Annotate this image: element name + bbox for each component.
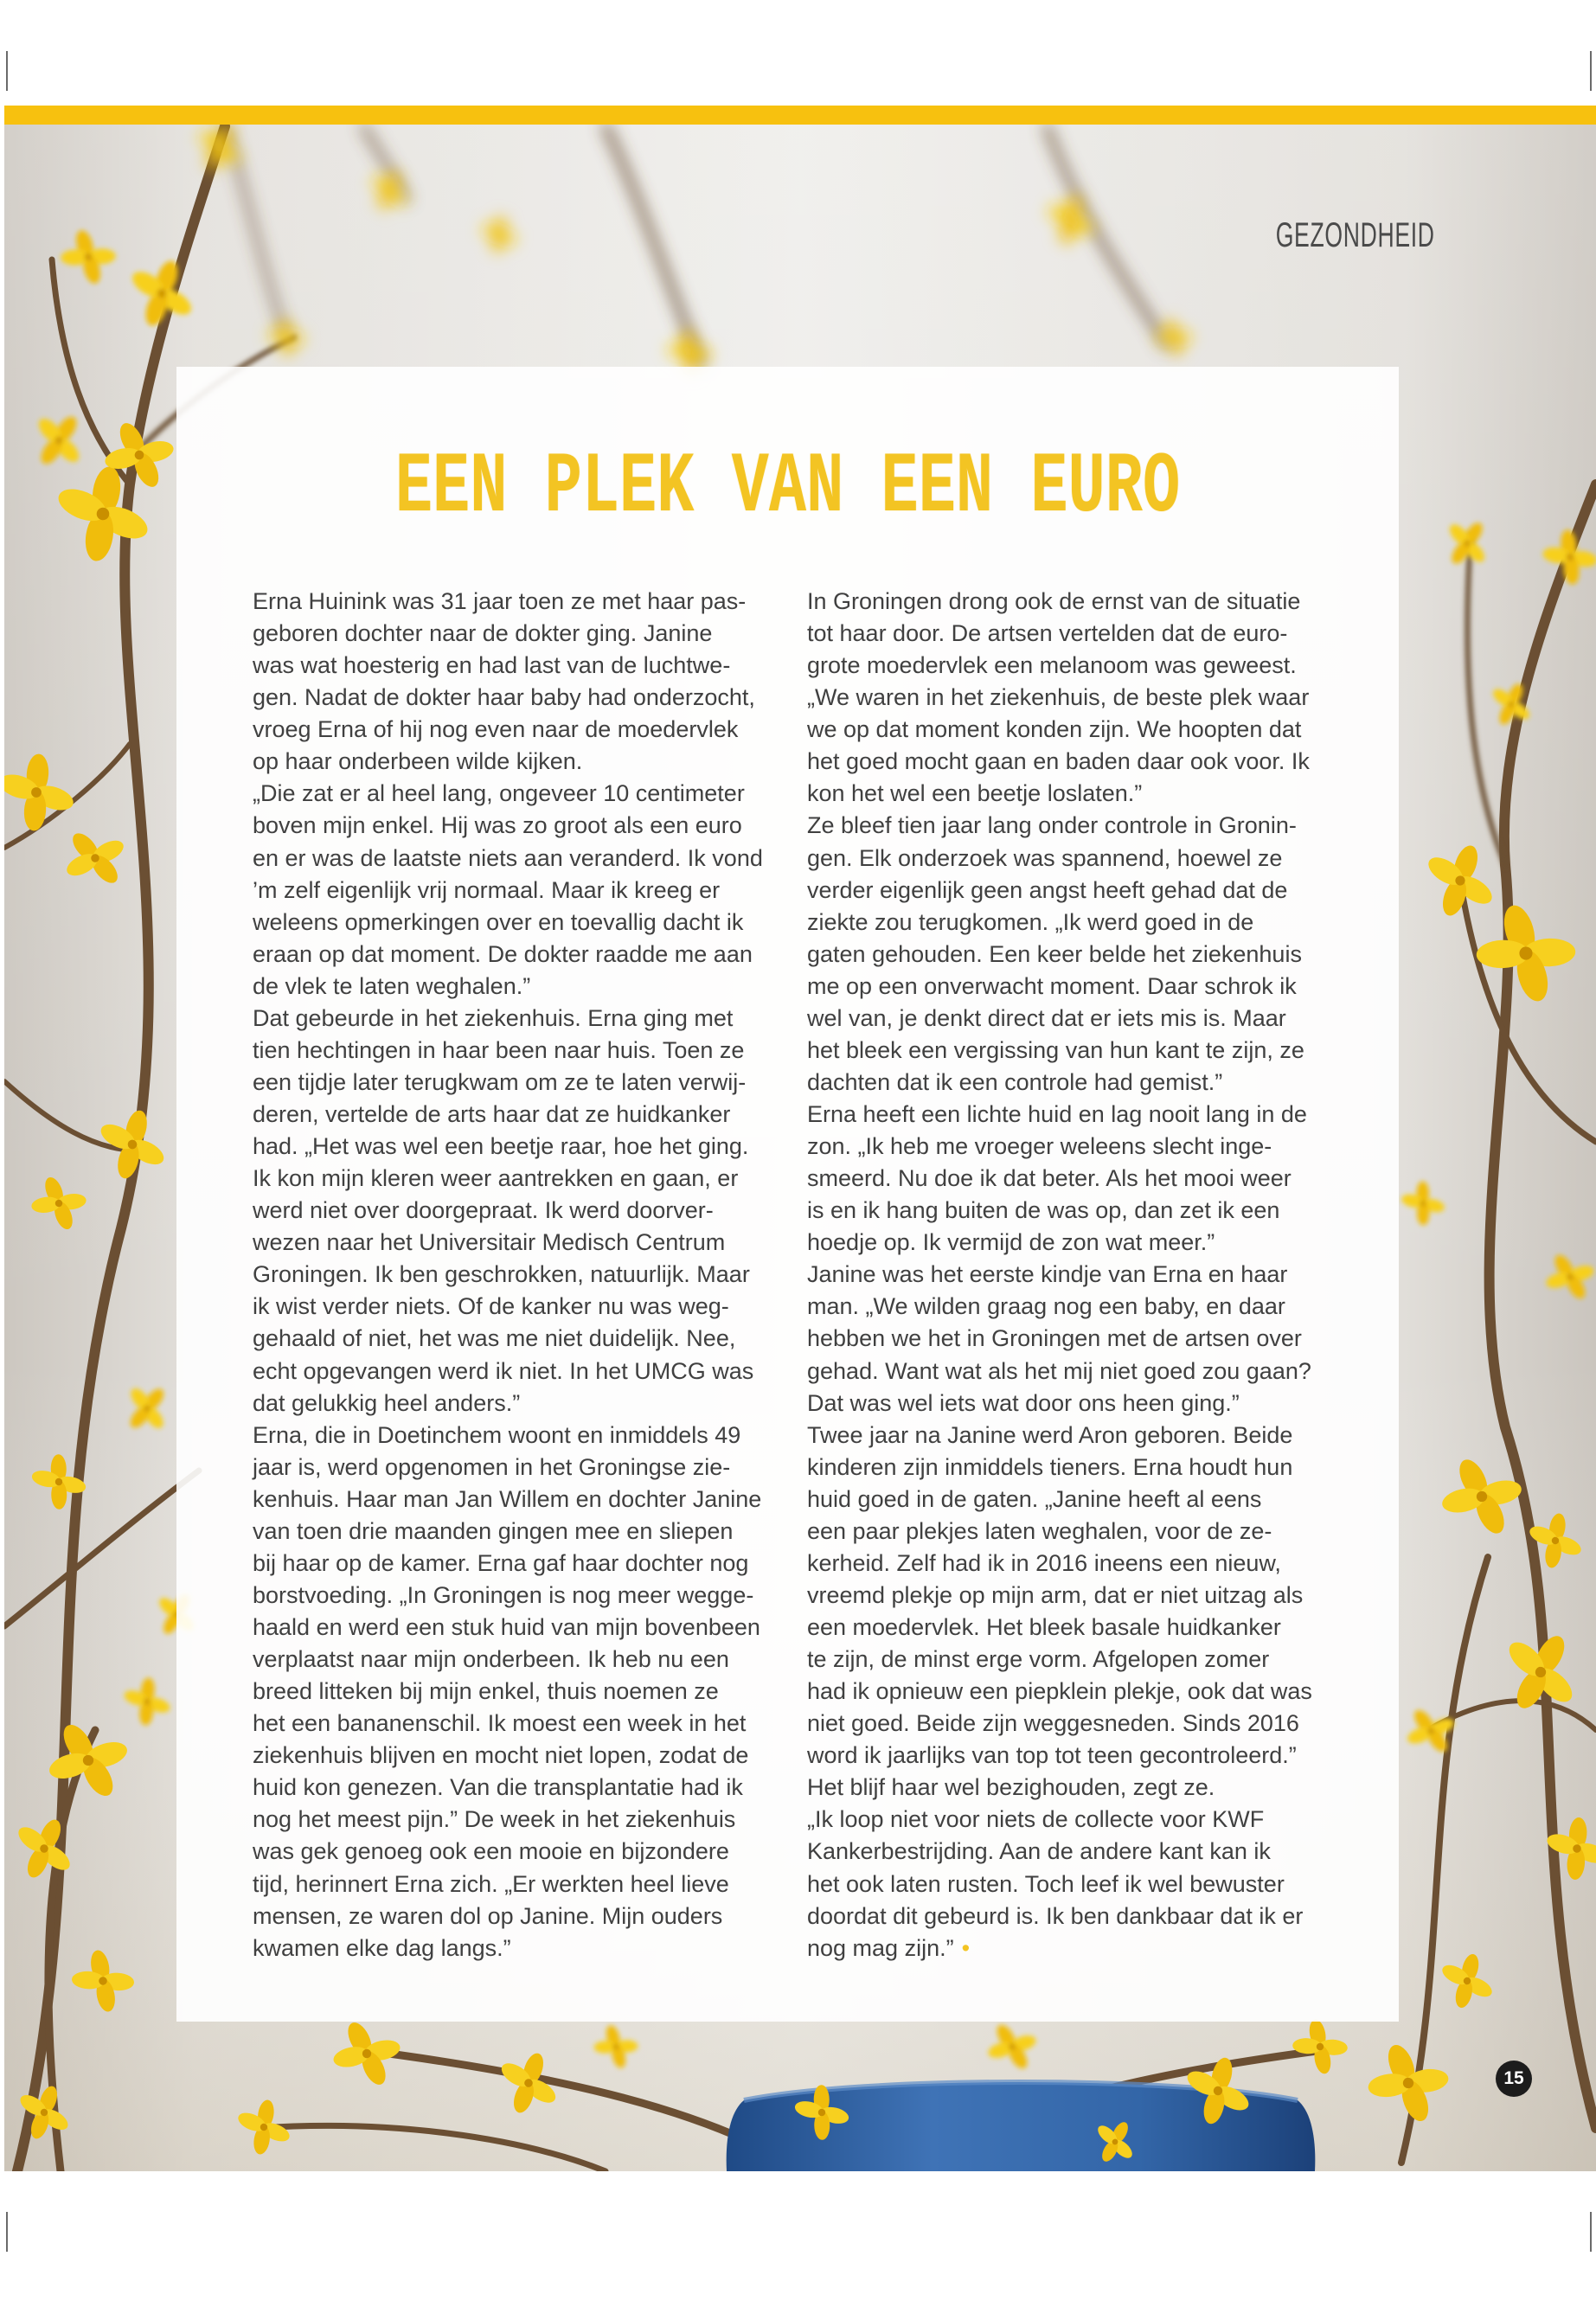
text-line: van toen drie maanden gingen mee en sliepen — [253, 1517, 734, 1544]
accent-bar — [4, 106, 1596, 125]
text-line: ziekenhuis blijven en mocht niet lopen, zodat de — [253, 1742, 749, 1769]
text-line: tien hechtingen in haar been naar huis. Toen ze — [253, 1036, 745, 1063]
text-line: te zijn, de minst erge vorm. Afgelopen zomer — [807, 1646, 1270, 1673]
text-line: mensen, ze waren dol op Janine. Mijn ouders — [253, 1902, 723, 1929]
text-line: het goed mocht gaan en baden daar ook voor. Ik — [807, 748, 1310, 775]
text-line: nog het meest pijn.” De week in het ziekenhuis — [253, 1806, 736, 1833]
text-line: Ze bleef tien jaar lang onder controle in Gronin- — [807, 812, 1297, 839]
text-line: verplaatst naar mijn onderbeen. Ik heb nu een — [253, 1646, 729, 1673]
text-line: gen. Nadat de dokter haar baby had onderzocht, — [253, 684, 755, 711]
text-line: geboren dochter naar de dokter ging. Janine — [253, 620, 713, 647]
section-label: GEZONDHEID — [1276, 216, 1435, 254]
crop-mark-top-left — [6, 51, 8, 91]
text-line: ik wist verder niets. Of de kanker nu was weg- — [253, 1293, 729, 1320]
article-column-left — [253, 586, 789, 1965]
page-number: 15 — [1496, 2061, 1532, 2097]
text-line: Erna heeft een lichte huid en lag nooit lang in de — [807, 1101, 1307, 1127]
text-line: Ik kon mijn kleren weer aantrekken en gaan, er — [253, 1165, 739, 1192]
text-line: Erna Huinink was 31 jaar toen ze met haar pas- — [253, 588, 747, 614]
text-line: eraan op dat moment. De dokter raadde me aan — [253, 940, 753, 967]
text-line: kenhuis. Haar man Jan Willem en dochter Janine — [253, 1485, 762, 1512]
text-line: is en ik hang buiten de was op, dan zet ik een — [807, 1197, 1280, 1224]
text-line: word ik jaarlijks van top tot teen gecontroleerd.” — [807, 1742, 1297, 1769]
text-line: man. „We wilden graag nog een baby, en daar — [807, 1293, 1285, 1320]
text-line: niet goed. Beide zijn weggesneden. Sinds 2016 — [807, 1710, 1299, 1737]
text-line: bij haar op de kamer. Erna gaf haar dochter nog — [253, 1549, 749, 1576]
text-line: Dat gebeurde in het ziekenhuis. Erna ging met — [253, 1004, 734, 1031]
crop-mark-bottom-right — [1590, 2212, 1592, 2252]
text-line: breed litteken bij mijn enkel, thuis noemen ze — [253, 1678, 719, 1705]
text-line: had. „Het was wel een beetje raar, hoe het ging. — [253, 1133, 749, 1160]
text-line: jaar is, werd opgenomen in het Groningse zie- — [253, 1453, 731, 1480]
text-line: had ik opnieuw een piepklein plekje, ook dat was — [807, 1678, 1312, 1705]
text-line: was gek genoeg ook een mooie en bijzondere — [253, 1838, 729, 1865]
text-line: gehaald of niet, het was me niet duidelijk. Nee, — [253, 1325, 736, 1352]
text-line: huid kon genezen. Van die transplantatie had ik — [253, 1774, 743, 1801]
text-line: vreemd plekje op mijn arm, dat er niet uitzag als — [807, 1581, 1304, 1608]
text-line: vroeg Erna of hij nog even naar de moedervlek — [253, 716, 739, 743]
text-line: doordat dit gebeurd is. Ik ben dankbaar dat ik er — [807, 1902, 1304, 1929]
crop-mark-bottom-left — [6, 2212, 8, 2252]
text-line: kerheid. Zelf had ik in 2016 ineens een nieuw, — [807, 1549, 1281, 1576]
text-line: tijd, herinnert Erna zich. „Er werkten heel lieve — [253, 1870, 729, 1897]
text-line: „Ik loop niet voor niets de collecte voor KWF — [807, 1806, 1265, 1833]
text-line: haald en werd een stuk huid van mijn bovenbeen — [253, 1614, 760, 1640]
text-line: grote moedervlek een melanoom was geweest. — [807, 652, 1297, 679]
text-line: de vlek te laten weghalen.” — [253, 972, 531, 999]
text-line: „Die zat er al heel lang, ongeveer 10 centimeter — [253, 780, 745, 807]
text-line: Erna, die in Doetinchem woont en inmiddels 49 — [253, 1421, 741, 1448]
text-line: Kankerbestrijding. Aan de andere kant kan ik — [807, 1838, 1271, 1865]
text-line: ’m zelf eigenlijk vrij normaal. Maar ik kreeg er — [253, 876, 721, 903]
flower-center — [284, 335, 289, 340]
text-line: een tijdje later terugkwam om ze te laten verwij- — [253, 1068, 747, 1095]
text-line: „We waren in het ziekenhuis, de beste plek waar — [807, 684, 1310, 711]
text-line: smeerd. Nu doe ik dat beter. Als het mooi weer — [807, 1165, 1292, 1192]
text-line: gaten gehouden. Een keer belde het ziekenhuis — [807, 940, 1302, 967]
text-line — [807, 1932, 1343, 1965]
text-line: een paar plekjes laten weghalen, voor de ze- — [807, 1517, 1272, 1544]
text-line: gen. Elk onderzoek was spannend, hoewel ze — [807, 844, 1283, 871]
text-line: kon het wel een beetje loslaten.” — [807, 780, 1143, 807]
text-line: zon. „Ik heb me vroeger weleens slecht inge- — [807, 1133, 1272, 1160]
article-column-right — [807, 586, 1343, 1965]
text-line: Het blijf haar wel bezighouden, zegt ze. — [807, 1774, 1215, 1801]
text-line: verder eigenlijk geen angst heeft gehad dat de — [807, 876, 1288, 903]
text-line: het ook laten rusten. Toch leef ik wel bewuster — [807, 1870, 1285, 1897]
text-line: dachten dat ik een controle had gemist.” — [807, 1068, 1223, 1095]
text-line: dat gelukkig heel anders.” — [253, 1389, 521, 1416]
text-line: Twee jaar na Janine werd Aron geboren. Beide — [807, 1421, 1293, 1448]
text-line: weleens opmerkingen over en toevallig dacht ik — [253, 908, 744, 935]
text-line: gehad. Want wat als het mij niet goed zou gaan? — [807, 1357, 1311, 1384]
text-line: echt opgevangen werd ik niet. In het UMCG was — [253, 1357, 754, 1384]
article-title: EEN PLEK VAN EEN EURO — [394, 439, 1181, 537]
text-line: werd niet over doorgepraat. Ik werd doorver- — [253, 1197, 714, 1224]
text-line: kwamen elke dag langs.” — [253, 1934, 511, 1961]
text-line: wel van, je denkt direct dat er iets mis is. Maar — [807, 1004, 1286, 1031]
flower-center — [1567, 554, 1574, 561]
text-line: hebben we het in Groningen met de artsen over — [807, 1325, 1302, 1352]
text-line: we op dat moment konden zijn. We hoopten dat — [807, 716, 1302, 743]
text-line: tot haar door. De artsen vertelden dat de euro- — [807, 620, 1288, 647]
text-line: hoedje op. Ik vermijd de zon wat meer.” — [807, 1229, 1215, 1256]
text-line: borstvoeding. „In Groningen is nog meer wegge- — [253, 1581, 754, 1608]
text-line: Dat was wel iets wat door ons heen ging.” — [807, 1389, 1240, 1416]
text-line: het een bananenschil. Ik moest een week in het — [253, 1710, 747, 1737]
text-line: huid goed in de gaten. „Janine heeft al eens — [807, 1485, 1262, 1512]
text-line: ziekte zou terugkomen. „Ik werd goed in de — [807, 908, 1254, 935]
text-line: was wat hoesterig en had last van de luchtwe- — [253, 652, 731, 679]
text-line: en er was de laatste niets aan veranderd. Ik vond — [253, 844, 763, 871]
text-line: me op een onverwacht moment. Daar schrok ik — [807, 972, 1297, 999]
text-line-content: nog mag zijn.” — [807, 1934, 954, 1961]
text-line: een moedervlek. Het bleek basale huidkanker — [807, 1614, 1281, 1640]
text-line: Janine was het eerste kindje van Erna en haar — [807, 1261, 1288, 1288]
crop-mark-top-right — [1590, 51, 1592, 91]
text-line: het bleek een vergissing van hun kant te zijn, ze — [807, 1036, 1304, 1063]
text-line: kinderen zijn inmiddels tieners. Erna houdt hun — [807, 1453, 1293, 1480]
text-line: deren, vertelde de arts haar dat ze huidkanker — [253, 1101, 731, 1127]
text-line: Groningen. Ik ben geschrokken, natuurlijk. Maar — [253, 1261, 750, 1288]
text-line: In Groningen drong ook de ernst van de situatie — [807, 588, 1301, 614]
text-line: wezen naar het Universitair Medisch Centrum — [253, 1229, 726, 1256]
flower-center — [687, 349, 693, 356]
text-line: op haar onderbeen wilde kijken. — [253, 748, 583, 775]
end-mark-bullet: • — [961, 1934, 971, 1961]
text-line: boven mijn enkel. Hij was zo groot als een euro — [253, 812, 742, 839]
